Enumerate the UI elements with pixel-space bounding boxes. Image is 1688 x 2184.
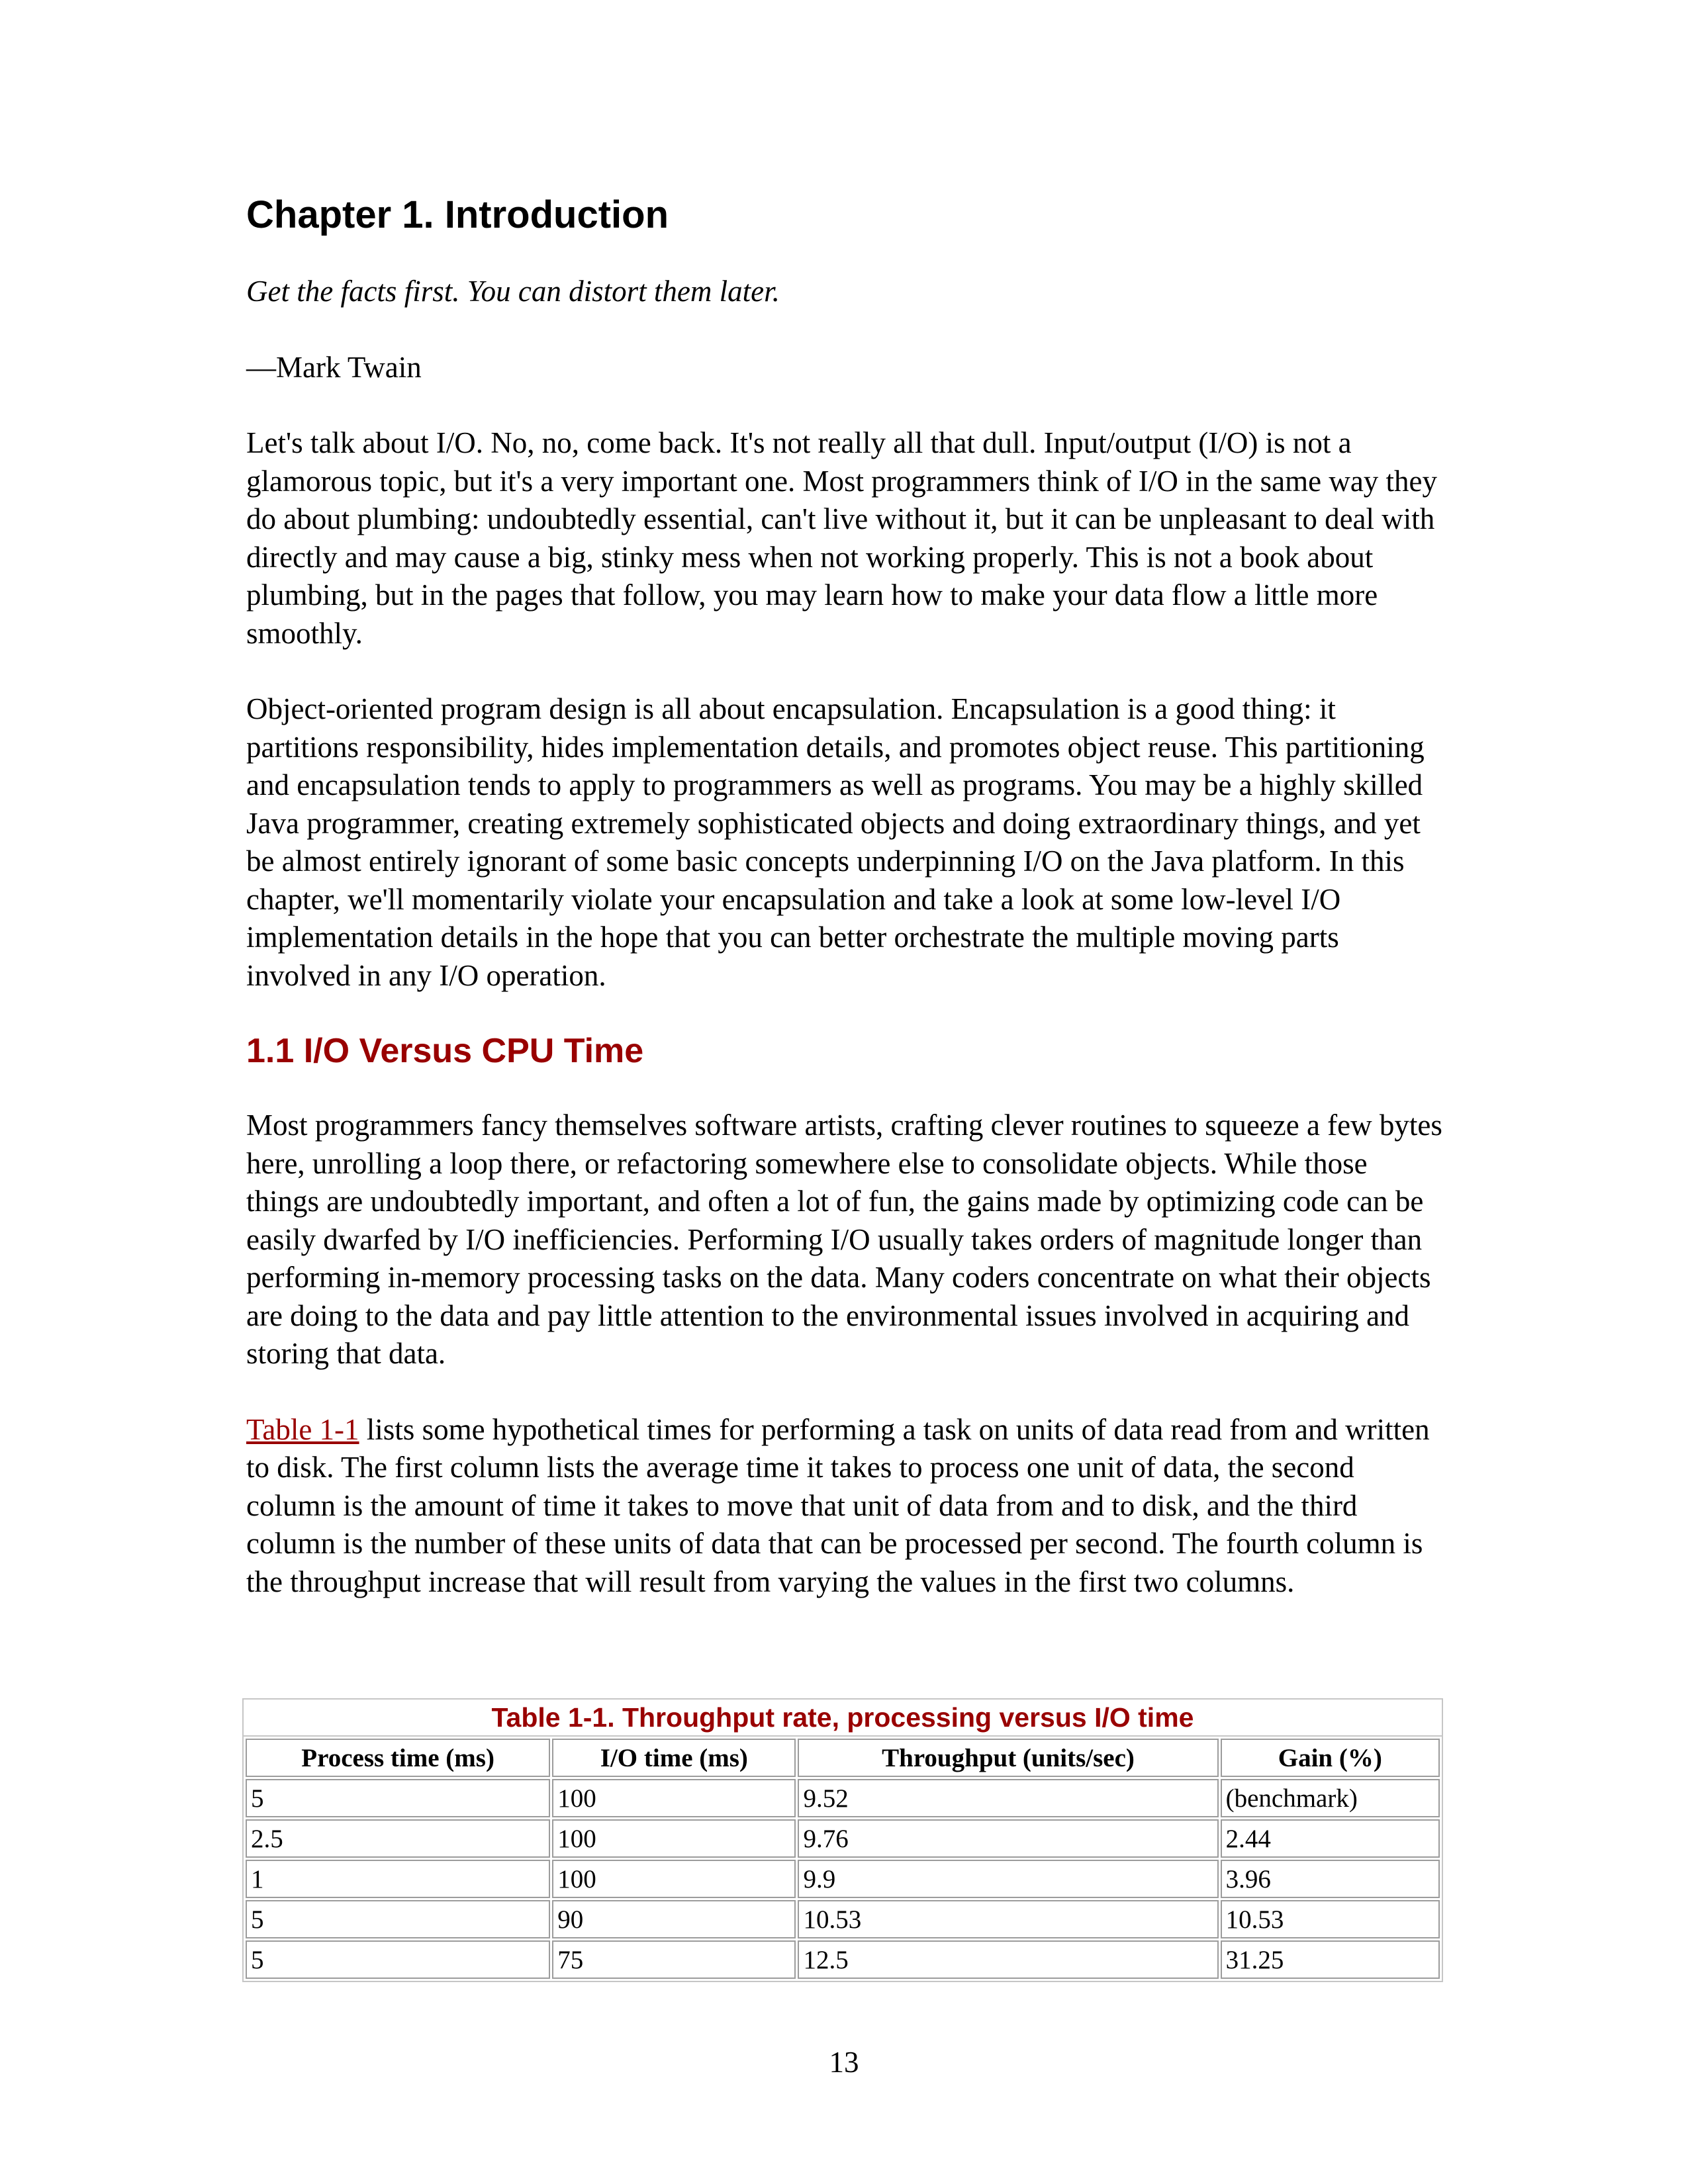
table-row: [246, 1940, 1440, 1979]
table-cell: 9.9: [798, 1860, 1218, 1898]
chapter-title: Chapter 1. Introduction: [246, 193, 669, 236]
table-cell: 2.5: [246, 1819, 550, 1858]
table-reference-text: lists some hypothetical times for performing a task on units of data read from and written to disk. The first column lists the average time it takes to process one unit of data, the second column is the amount of time it takes to move that unit of data from and to disk, and the third column is the number of these units of data that can be processed per second. The fourth column is the throughput increase that will result from varying the values in the first two columns.: [246, 1412, 1430, 1598]
table-cell: 10.53: [1221, 1900, 1440, 1938]
table-cell: 100: [552, 1779, 796, 1817]
table-cell: (benchmark): [1221, 1779, 1440, 1817]
column-header: Gain (%): [1221, 1739, 1440, 1777]
section-title: 1.1 I/O Versus CPU Time: [246, 1032, 644, 1070]
table-cell: 5: [246, 1779, 550, 1817]
column-header: Process time (ms): [246, 1739, 550, 1777]
table-header-row: [246, 1739, 1440, 1777]
table-cell: 3.96: [1221, 1860, 1440, 1898]
epigraph: Get the facts first. You can distort them later.: [246, 275, 780, 308]
intro-paragraph-1: Let's talk about I/O. No, no, come back. It's not really all that dull. Input/output (I/O) is not a glamorous topic, but it's a very important one. Most programmers think of I/O in the same way they do about plumbing: undoubtedly essential, can't live without it, but it can be unpleasant to deal with directly and may cause a big, stinky mess when not working properly. This is not a book about plumbing, but in the pages that follow, you may learn how to make your data flow a little more smoothly.: [246, 426, 1438, 650]
column-header: Throughput (units/sec): [798, 1739, 1218, 1777]
table-cell: 10.53: [798, 1900, 1218, 1938]
table-cell: 90: [552, 1900, 796, 1938]
table-cell: 31.25: [1221, 1940, 1440, 1979]
throughput-table: [242, 1698, 1443, 1982]
table-cell: 100: [552, 1819, 796, 1858]
table-row: [246, 1860, 1440, 1898]
table-cell: 75: [552, 1940, 796, 1979]
page-number: 13: [829, 2046, 859, 2079]
table-cell: 5: [246, 1900, 550, 1938]
table-cell: 1: [246, 1860, 550, 1898]
table-cell: 100: [552, 1860, 796, 1898]
table-cell: 2.44: [1221, 1819, 1440, 1858]
table-cell: 12.5: [798, 1940, 1218, 1979]
page-content: [246, 192, 1444, 1974]
table-reference-paragraph: [246, 1411, 1444, 1602]
section-paragraph: Most programmers fancy themselves software artists, crafting clever routines to squeeze a few bytes here, unrolling a loop there, or refactoring somewhere else to consolidate objects. While those things are undoubtedly important, and often a lot of fun, the gains made by optimizing code can be easily dwarfed by I/O inefficiencies. Performing I/O usually takes orders of magnitude longer than performing in-memory processing tasks on the data. Many coders concentrate on what their objects are doing to the data and pay little attention to the environmental issues involved in acquiring and storing that data.: [246, 1109, 1442, 1370]
table-row: [246, 1900, 1440, 1938]
table-cell: 9.52: [798, 1779, 1218, 1817]
intro-paragraph-2: Object-oriented program design is all about encapsulation. Encapsulation is a good thing: it partitions responsibility, hides implementation details, and promotes object reuse. This partitioning and encapsulation tends to apply to programmers as well as programs. You may be a highly skilled Java programmer, creating extremely sophisticated objects and doing extraordinary things, and yet be almost entirely ignorant of some basic concepts underpinning I/O on the Java platform. In this chapter, we'll momentarily violate your encapsulation and take a look at some low-level I/O implementation details in the hope that you can better orchestrate the multiple moving parts involved in any I/O operation.: [246, 692, 1425, 992]
table-cell: 9.76: [798, 1819, 1218, 1858]
table-cell: 5: [246, 1940, 550, 1979]
table-caption: Table 1-1. Throughput rate, processing versus I/O time: [242, 1698, 1443, 1735]
table-row: [246, 1819, 1440, 1858]
epigraph-attribution: —Mark Twain: [246, 350, 422, 384]
table-row: [246, 1779, 1440, 1817]
table-1-1-link[interactable]: Table 1-1: [246, 1412, 359, 1446]
column-header: I/O time (ms): [552, 1739, 796, 1777]
